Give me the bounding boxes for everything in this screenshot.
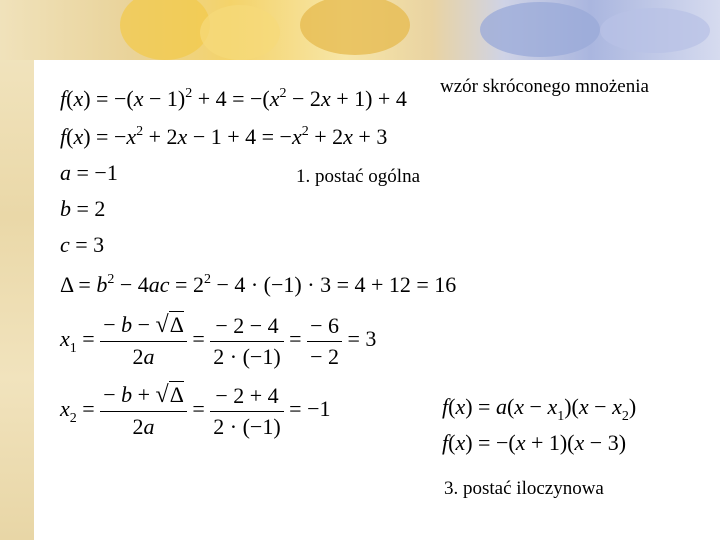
eq-part: x [320, 86, 331, 111]
eq-part: b [121, 312, 133, 337]
eq-part: − [103, 312, 122, 337]
fraction-simplified [307, 313, 342, 370]
eq-part: b [96, 272, 108, 297]
eq-subscript: 2 [621, 409, 629, 424]
fraction-quadratic-formula [100, 312, 187, 370]
fraction-denominator: − 2 [310, 343, 340, 369]
eq-part: x [291, 124, 302, 149]
eq-part: x [455, 430, 466, 455]
eq-part: f [442, 430, 449, 455]
label-general-form: 1. postać ogólna [296, 166, 421, 187]
eq-subscript: 1 [557, 409, 565, 424]
eq-part: x [514, 394, 525, 419]
eq-part: − 1) [143, 86, 186, 111]
eq-part: − [524, 394, 548, 419]
eq-part: x [612, 394, 622, 419]
eq-part: − 3) [584, 430, 627, 455]
eq-part: = 2 [71, 196, 106, 221]
eq-part: a [143, 414, 155, 439]
eq-part: f [60, 124, 67, 149]
eq-part: f [442, 394, 449, 419]
leaf-decoration [120, 0, 210, 60]
equation-f-general [60, 124, 387, 150]
equation-x2 [60, 382, 331, 440]
eq-part: ) [628, 394, 637, 419]
eq-part: 2 [132, 414, 144, 439]
eq-part: Δ = [60, 272, 97, 297]
eq-part: ac [148, 272, 170, 297]
equation-x1 [60, 312, 376, 370]
eq-exponent: 2 [107, 272, 115, 287]
eq-part: ( [448, 394, 456, 419]
eq-part: = 3 [69, 232, 105, 257]
fraction-numerator: − 6 [307, 313, 342, 342]
eq-part: + [132, 382, 156, 407]
eq-part: x [133, 86, 144, 111]
eq-exponent: 2 [185, 86, 193, 101]
eq-part: + 1)( [525, 430, 575, 455]
coefficient-c [60, 232, 104, 258]
fraction-numerator [100, 382, 187, 412]
eq-part: = [186, 326, 211, 352]
equation-delta [60, 272, 456, 298]
eq-part: ( [66, 86, 74, 111]
eq-exponent: 2 [279, 86, 287, 101]
eq-part: − 1 + 4 = − [187, 124, 292, 149]
eq-subscript: 2 [69, 411, 77, 427]
eq-part: + 4 = −( [192, 86, 270, 111]
eq-part: x [60, 326, 70, 352]
eq-part: + 1) + 4 [330, 86, 407, 111]
equation-product-form-specific [442, 430, 626, 456]
eq-part: x [177, 124, 188, 149]
eq-part: = −1 [71, 160, 118, 185]
eq-part: − [588, 394, 613, 419]
eq-part: − [132, 312, 156, 337]
eq-part: − [103, 382, 122, 407]
eq-part: 2 [132, 344, 144, 369]
eq-part: = 2 [169, 272, 204, 297]
eq-part: x [515, 430, 526, 455]
eq-part: )( [564, 394, 579, 419]
eq-part: x [343, 124, 353, 149]
flower-decoration [480, 2, 600, 57]
eq-part: − 4 [114, 272, 149, 297]
eq-part: f [60, 86, 67, 111]
eq-exponent: 2 [301, 124, 309, 139]
eq-part: ) = − [83, 124, 127, 149]
eq-part: = [283, 326, 308, 352]
eq-part: + 3 [352, 124, 388, 149]
eq-part: x [455, 394, 466, 419]
eq-exponent: 2 [203, 272, 211, 287]
eq-part: − 2 [286, 86, 321, 111]
fraction-numerator [100, 312, 187, 342]
eq-part: ) = [465, 394, 496, 419]
eq-part: ) = −( [465, 430, 516, 455]
coefficient-b [60, 196, 105, 222]
eq-part: x [574, 430, 585, 455]
eq-part: a [60, 160, 71, 185]
label-product-form: 3. postać iloczynowa [444, 478, 604, 499]
fraction-denominator: 2 · (−1) [213, 343, 281, 369]
square-root-sign: √ [155, 312, 169, 338]
eq-part: x [73, 124, 84, 149]
fraction-denominator [100, 342, 187, 370]
eq-part: = [186, 396, 211, 422]
coefficient-a [60, 160, 118, 186]
flower-decoration [600, 8, 710, 53]
fraction-substituted [210, 313, 283, 370]
eq-part: − 4 · (−1) · 3 = 4 + 12 = 16 [210, 272, 457, 297]
eq-part: + 2 [308, 124, 344, 149]
top-decorative-band [0, 0, 720, 60]
eq-exponent: 2 [136, 124, 144, 139]
eq-part: Δ [169, 312, 184, 337]
fraction-numerator: − 2 − 4 [210, 313, 283, 342]
eq-part: x [126, 124, 137, 149]
eq-part: b [121, 382, 133, 407]
equation-f-expanded [60, 86, 407, 112]
equation-product-form-general [442, 394, 636, 425]
left-decorative-strip [0, 0, 34, 540]
eq-part: x [269, 86, 280, 111]
fraction-substituted [210, 383, 283, 440]
eq-part: ( [66, 124, 74, 149]
eq-part: x [547, 394, 558, 419]
eq-result: = −1 [283, 396, 331, 422]
eq-part: b [60, 196, 71, 221]
eq-part: ( [448, 430, 456, 455]
eq-part: = [76, 326, 101, 352]
eq-part: a [143, 344, 155, 369]
eq-result: = 3 [342, 326, 377, 352]
eq-part: a [495, 394, 507, 419]
eq-part: + 2 [143, 124, 178, 149]
eq-part: x [73, 86, 84, 111]
eq-part: ) = −( [83, 86, 134, 111]
eq-part: x [60, 396, 70, 422]
fraction-denominator [100, 412, 187, 440]
eq-part: c [60, 232, 70, 257]
fraction-numerator: − 2 + 4 [210, 383, 283, 412]
eq-part: = [76, 396, 101, 422]
eq-subscript: 1 [69, 341, 77, 357]
leaf-decoration [300, 0, 410, 55]
eq-part: x [578, 394, 589, 419]
leaf-decoration [200, 5, 280, 60]
fraction-denominator: 2 · (−1) [213, 413, 281, 439]
square-root-sign: √ [155, 382, 169, 408]
note-short-multiplication: wzór skróconego mnożenia [440, 76, 649, 97]
eq-part: Δ [169, 382, 184, 407]
eq-part: ( [506, 394, 515, 419]
fraction-quadratic-formula [100, 382, 187, 440]
